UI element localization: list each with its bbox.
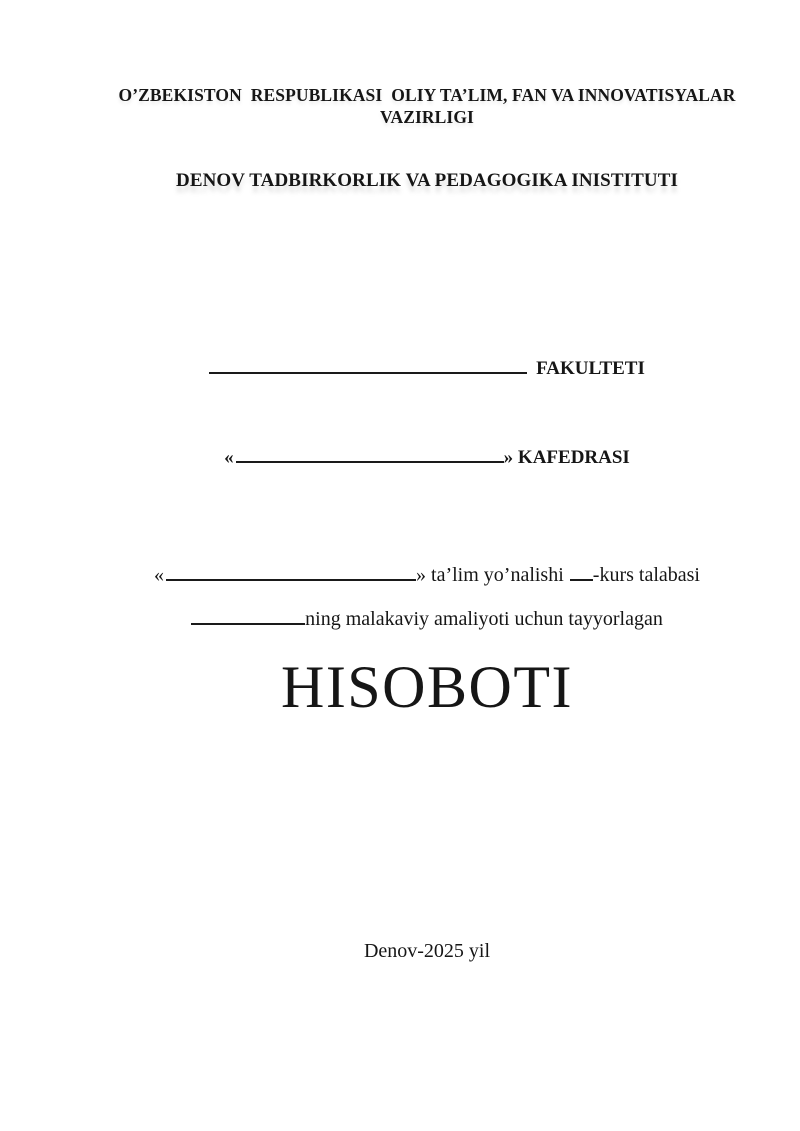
department-blank-line	[236, 444, 504, 463]
faculty-label: FAKULTETI	[536, 358, 645, 380]
direction-blank-line	[166, 561, 416, 581]
ministry-line-2: VAZIRLIGI	[380, 107, 474, 127]
course-label: -kurs talabasi	[592, 564, 700, 587]
place-and-year: Denov-2025 yil	[363, 940, 491, 963]
course-blank-line	[570, 561, 593, 581]
student-blank-line	[191, 605, 305, 625]
open-guillemet: «	[224, 447, 234, 469]
ministry-title	[54, 84, 800, 128]
student-label: ning malakaviy amaliyoti uchun tayyorlagan	[305, 608, 663, 631]
direction-label: » ta’lim yo’nalishi	[416, 564, 564, 587]
direction-line	[54, 561, 800, 589]
ministry-line-1: O’ZBEKISTON RESPUBLIKASI OLIY TA’LIM, FAN VA INNOVATISYALAR	[118, 85, 736, 105]
department-label: » KAFEDRASI	[503, 447, 630, 469]
faculty-blank-line	[209, 355, 527, 374]
faculty-line	[54, 355, 800, 382]
department-line	[54, 444, 800, 471]
student-line	[54, 605, 800, 633]
report-title: HISOBOTI	[281, 654, 573, 721]
institute-name: DENOV TADBIRKORLIK VA PEDAGOGIKA INISTITUTI	[176, 170, 678, 191]
open-guillemet: «	[154, 564, 165, 587]
